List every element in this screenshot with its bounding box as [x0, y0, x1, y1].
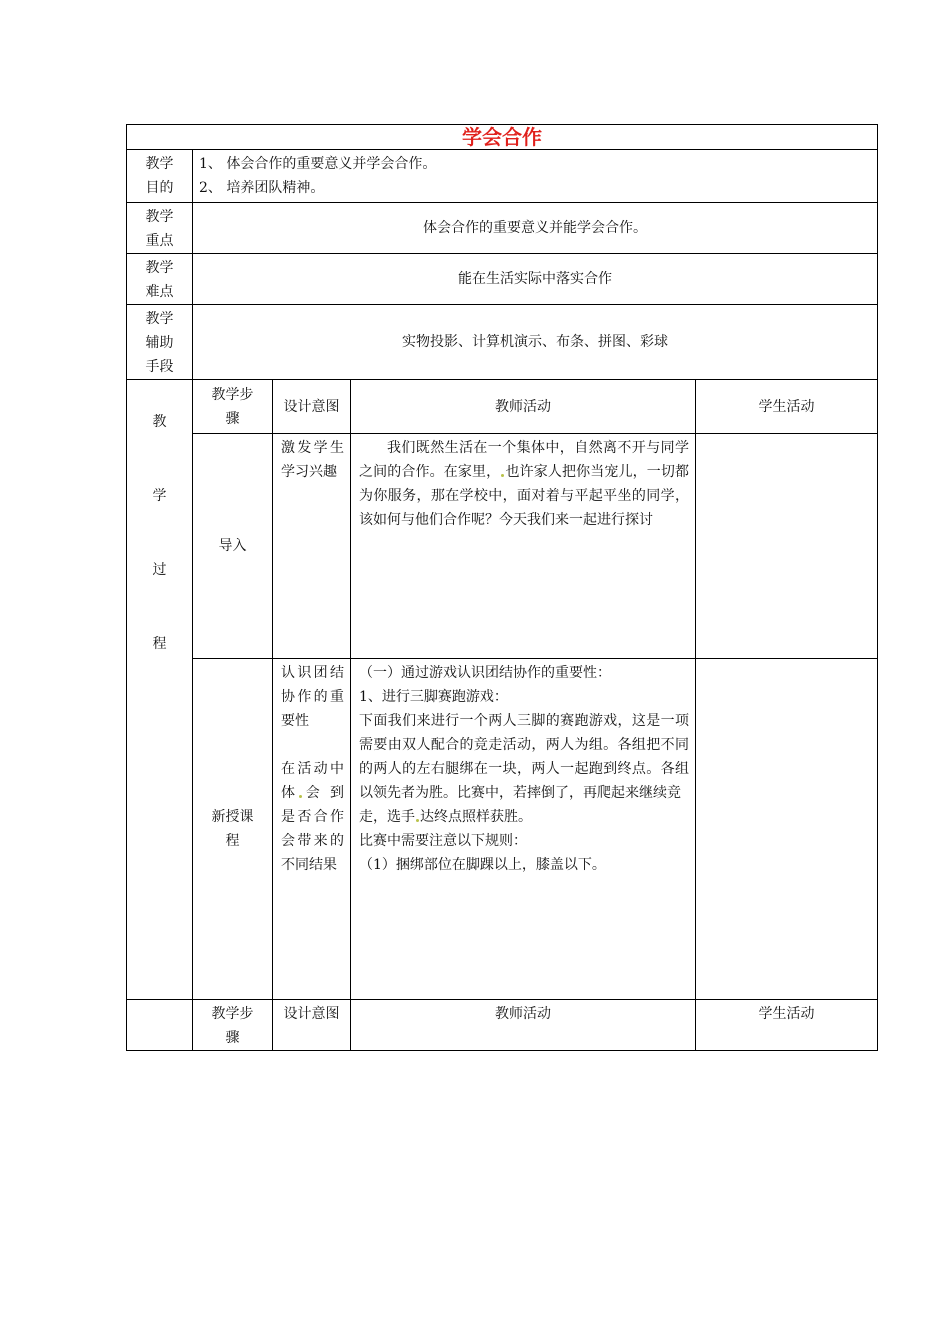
ink-dot — [416, 819, 419, 822]
aids-value: 实物投影、计算机演示、布条、拼图、彩球 — [193, 305, 878, 380]
teacher-header-repeat: 教师活动 — [351, 1000, 696, 1051]
difficulty-label: 教学 难点 — [127, 254, 193, 305]
goals-label: 教学 目的 — [127, 150, 193, 203]
aids-label: 教学 辅助 手段 — [127, 305, 193, 380]
new-lesson-student-activity — [696, 659, 878, 1000]
lesson-plan-table — [126, 124, 878, 1051]
key-point-label: 教学 重点 — [127, 203, 193, 254]
goal-item: 2、 培养团队精神。 — [199, 180, 325, 196]
key-point-value: 体会合作的重要意义并能学会合作。 — [193, 203, 878, 254]
ink-dot — [501, 474, 504, 477]
intro-teacher-activity: 我们既然生活在一个集体中，自然离不开与同学之间的合作。在家里， 也许家人把你当宠儿，一切都为你服务，那在学校中，面对着与平起平坐的同学，该如何与他们合作呢？今天我们来一起进行探讨 — [351, 434, 696, 659]
intro-step: 导入 — [193, 434, 273, 659]
footer-blank — [127, 1000, 193, 1051]
teacher-header: 教师活动 — [351, 380, 696, 434]
ink-dot — [299, 795, 302, 798]
intent-header-repeat: 设计意图 — [273, 1000, 351, 1051]
difficulty-value: 能在生活实际中落实合作 — [193, 254, 878, 305]
process-label: 教 学 过 程 — [127, 380, 193, 1000]
step-header-repeat: 教学步 骤 — [193, 1000, 273, 1051]
new-lesson-intent: 认识团结协作的重要性 在活动中体 会 到是否合作会带来的不同结果 — [273, 659, 351, 1000]
lesson-title: 学会合作 — [127, 125, 878, 150]
intro-intent: 激发学生学习兴趣 — [273, 434, 351, 659]
step-header: 教学步 骤 — [193, 380, 273, 434]
intent-header: 设计意图 — [273, 380, 351, 434]
goals-content — [193, 150, 878, 203]
new-lesson-teacher-activity: （一）通过游戏认识团结协作的重要性： 1、进行三脚赛跑游戏： 下面我们来进行一个两人三脚的赛跑游戏，这是一项需要由双人配合的竞走活动，两人为组。各组把不同的两人的左右腿绑在一块，两人一起跑到终点。各组以领先者为胜。比赛中，若摔倒了，再爬起来继续竞 走，选手 达终点照样获胜。 比赛中需要注意以下规则： （1）捆绑部位在脚踝以上，膝盖以下。 — [351, 659, 696, 1000]
student-header-repeat: 学生活动 — [696, 1000, 878, 1051]
student-header: 学生活动 — [696, 380, 878, 434]
goal-item: 1、 体会合作的重要意义并学会合作。 — [199, 156, 437, 172]
new-lesson-step: 新授课程 — [193, 659, 273, 1000]
intro-student-activity — [696, 434, 878, 659]
